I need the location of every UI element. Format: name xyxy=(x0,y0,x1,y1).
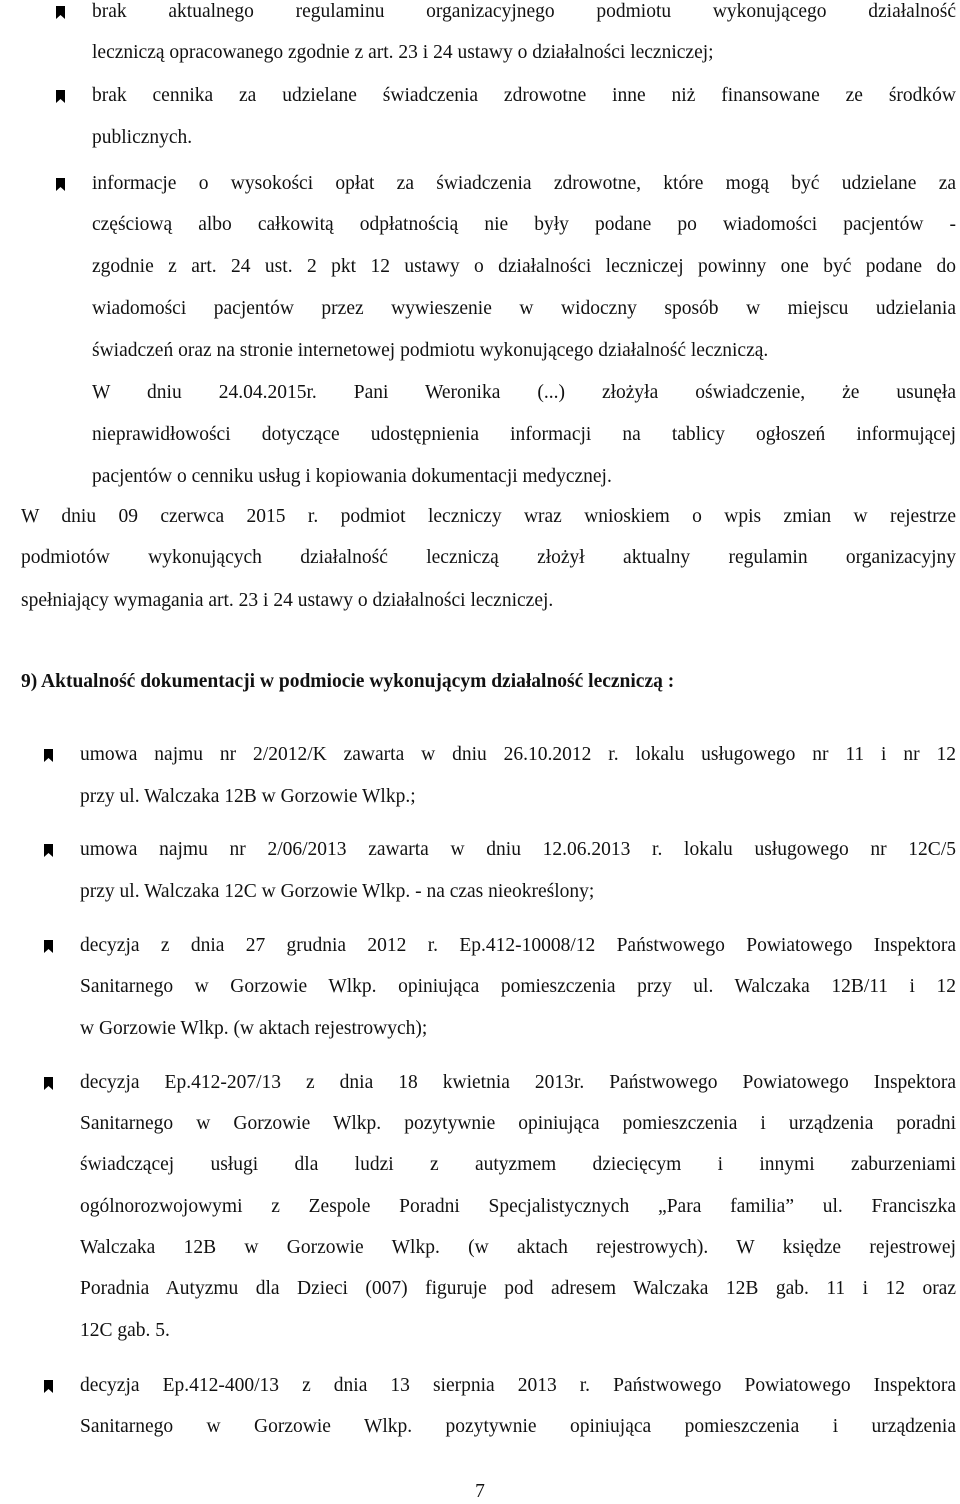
list-item-line: brak aktualnego regulaminu organizacyjnego podmiotu wykonującego działalność xyxy=(92,1,956,22)
list-item-line: świadczeń oraz na stronie internetowej podmiotu wykonującego działalność leczniczą. xyxy=(92,340,769,361)
list-item-line: przy ul. Walczaka 12C w Gorzowie Wlkp. - na czas nieokreślony; xyxy=(80,881,595,902)
list-item-line: publicznych. xyxy=(92,127,193,148)
bullet-icon xyxy=(56,90,65,103)
list-item-line: Poradnia Autyzmu dla Dzieci (007) figuruje pod adresem Walczaka 12B gab. 11 i 12 oraz xyxy=(80,1278,956,1299)
list-item-line: Sanitarnego w Gorzowie Wlkp. opiniująca pomieszczenia przy ul. Walczaka 12B/11 i 12 xyxy=(80,976,956,997)
list-item-line: zgodnie z art. 24 ust. 2 pkt 12 ustawy o działalności leczniczej powinny one być podane do xyxy=(92,256,956,277)
list-item-line: ogólnorozwojowymi z Zespole Poradni Specjalistycznych „Para familia” ul. Franciszka xyxy=(80,1196,956,1217)
page-number: 7 xyxy=(475,1481,485,1502)
bullet-icon xyxy=(44,940,53,953)
list-item-line: umowa najmu nr 2/2012/K zawarta w dniu 26.10.2012 r. lokalu usługowego nr 11 i nr 12 xyxy=(80,744,956,765)
bullet-icon xyxy=(44,844,53,857)
list-item-line: częściową albo całkowitą odpłatnością nie były podane po wiadomości pacjentów - xyxy=(92,214,956,235)
list-item-line: w Gorzowie Wlkp. (w aktach rejestrowych); xyxy=(80,1018,428,1039)
bullet-icon xyxy=(44,1077,53,1090)
paragraph-line: podmiotów wykonujących działalność leczniczą złożył aktualny regulamin organizacyjny xyxy=(21,547,956,568)
list-item-line: brak cennika za udzielane świadczenia zdrowotne inne niż finansowane ze środków xyxy=(92,85,956,106)
bullet-icon xyxy=(56,178,65,191)
paragraph-line: spełniający wymagania art. 23 i 24 ustawy o działalności leczniczej. xyxy=(21,590,554,611)
list-item-line: decyzja Ep.412-400/13 z dnia 13 sierpnia 2013 r. Państwowego Powiatowego Inspektora xyxy=(80,1375,956,1396)
list-item-line: wiadomości pacjentów przez wywieszenie w widoczny sposób w miejscu udzielania xyxy=(92,298,956,319)
list-item-line: decyzja z dnia 27 grudnia 2012 r. Ep.412-10008/12 Państwowego Powiatowego Inspektora xyxy=(80,935,956,956)
bullet-icon xyxy=(44,749,53,762)
list-item-line: 12C gab. 5. xyxy=(80,1320,170,1341)
section-heading: 9) Aktualność dokumentacji w podmiocie wykonującym działalność leczniczą : xyxy=(21,671,675,692)
list-item-line: umowa najmu nr 2/06/2013 zawarta w dniu 12.06.2013 r. lokalu usługowego nr 12C/5 xyxy=(80,839,956,860)
list-item-line: Walczaka 12B w Gorzowie Wlkp. (w aktach rejestrowych). W księdze rejestrowej xyxy=(80,1237,956,1258)
list-item-line: przy ul. Walczaka 12B w Gorzowie Wlkp.; xyxy=(80,786,416,807)
list-item-line: informacje o wysokości opłat za świadczenia zdrowotne, które mogą być udzielane za xyxy=(92,173,956,194)
list-item-line: leczniczą opracowanego zgodnie z art. 23 i 24 ustawy o działalności leczniczej; xyxy=(92,42,714,63)
list-item-line: decyzja Ep.412-207/13 z dnia 18 kwietnia 2013r. Państwowego Powiatowego Inspektora xyxy=(80,1072,956,1093)
list-item-line: Sanitarnego w Gorzowie Wlkp. pozytywnie opiniująca pomieszczenia i urządzenia poradni xyxy=(80,1113,956,1134)
list-item-line: nieprawidłowości dotyczące udostępnienia informacji na tablicy ogłoszeń informującej xyxy=(92,424,956,445)
list-item-line: Sanitarnego w Gorzowie Wlkp. pozytywnie opiniująca pomieszczenia i urządzenia xyxy=(80,1416,956,1437)
bullet-icon xyxy=(44,1380,53,1393)
bullet-icon xyxy=(56,6,65,19)
list-item-line: świadczącej usługi dla ludzi z autyzmem dziecięcym i innymi zaburzeniami xyxy=(80,1154,956,1175)
list-item-line: W dniu 24.04.2015r. Pani Weronika (...) złożyła oświadczenie, że usunęła xyxy=(92,382,956,403)
paragraph-line: W dniu 09 czerwca 2015 r. podmiot leczniczy wraz wnioskiem o wpis zmian w rejestrze xyxy=(21,506,956,527)
list-item-line: pacjentów o cenniku usług i kopiowania dokumentacji medycznej. xyxy=(92,466,612,487)
